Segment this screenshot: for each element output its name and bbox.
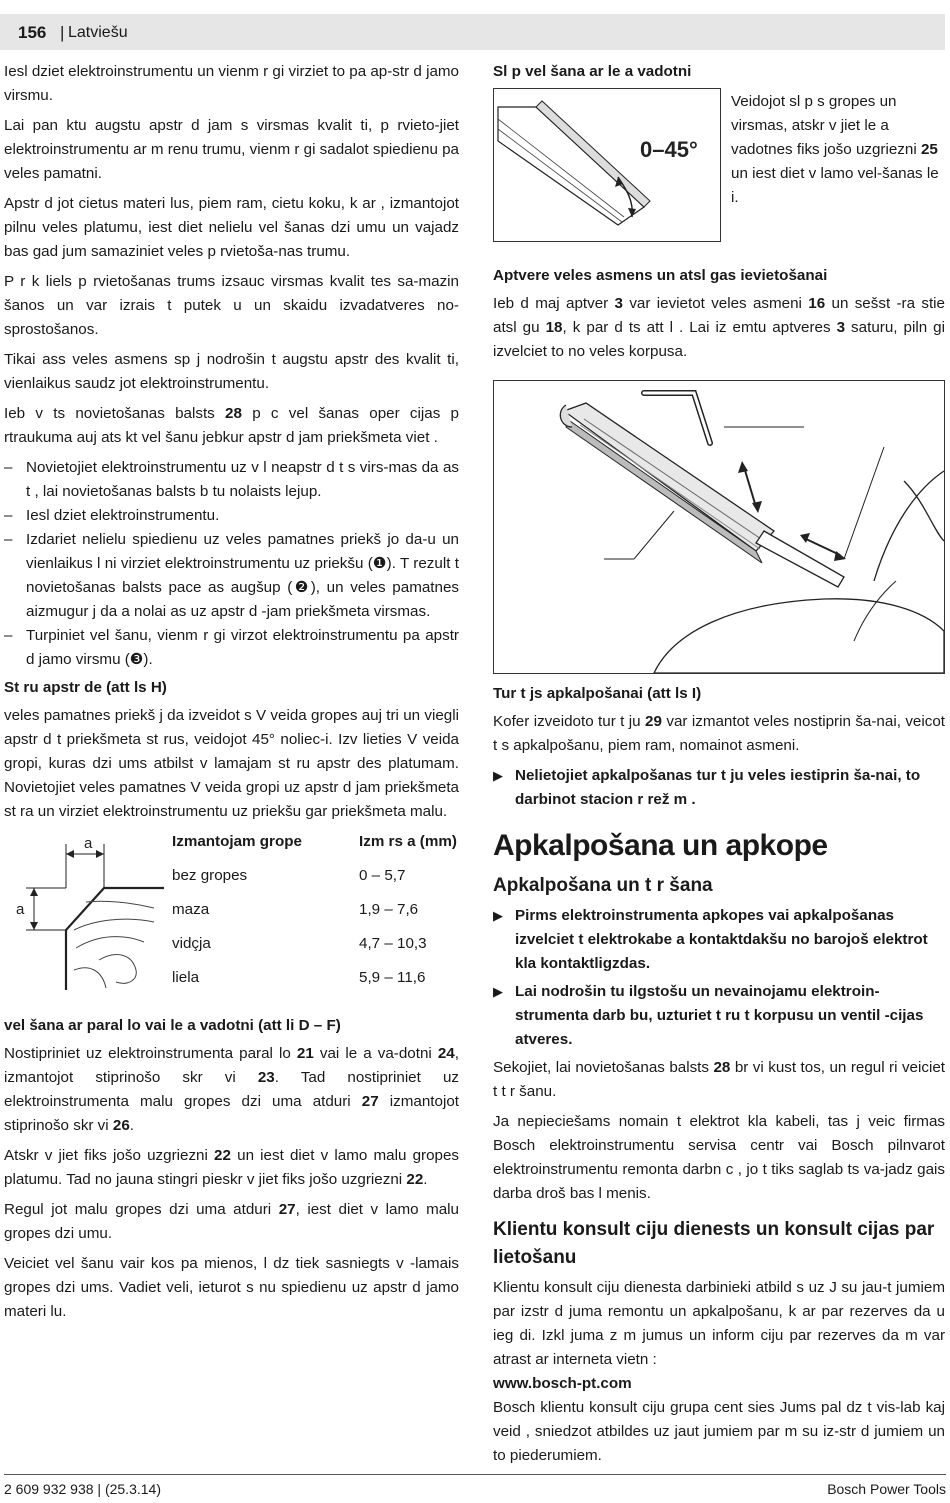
right-column [493,60,945,1474]
paragraph: Bosch klientu konsult ciju grupa cent sies Jums pal dz t vis-lab kaj veid , sniedzot atbildes uz jaut jumiem par m su iz-str d jumiem un to piederumiem. [493,1399,945,1464]
page-header [0,14,945,50]
left-column [4,60,459,1330]
paragraph: Kofer izveidoto tur t ju 29 var izmantot veles nostiprin ša-nai, veicot t s apkalpošanu, piem ram, nomainot asmeni. [493,713,946,754]
paragraph: Ja nepieciešams nomain t elektrot kla kabeli, tas j veic firmas Bosch elektroinstrumentu servisa centr vai Bosch pilnvarot elektroinstrumentu remonta darbn c , jo t tiks saglab ts va-jadz gais darba droš bas l menis. [493,1113,945,1202]
list-item: – Turpiniet vel šanu, vienm r gi virzot elektroinstrumentu pa apstr d jamo virsmu (❸). [4,624,459,672]
paragraph: Ieb d maj aptver 3 var ievietot veles asmeni 16 un sešst -ra stie atsl gu 18, k par d ts att l . Lai iz emtu aptveres 3 saturu, piln gi izvelciet to no veles korpusa. [493,295,946,360]
subsection-heading-care: Apkalpošana un t r šana [493,875,713,896]
warning-item: ▶ Pirms elektroinstrumenta apkopes vai apkalpošanas izvelciet t elektrokabe a kontaktdakšu no barojoš elektrot kla kontaktligzdas. [493,904,945,976]
figure-label-a: a [84,835,93,852]
header-language: Latviešu [68,24,128,41]
warning-list [493,764,945,812]
table-cell: 1,9 – 7,6 [359,901,419,918]
list-item: – Izdariet nelielu spiedienu uz veles pamatnes priekš jo da-u un vienlaikus l ni virziet elektroinstrumentu uz priekšu (❶). T rezult t novietošanas balsts pace as augšup (❷), un veles pamatnes aizmugur j da a nolai as uz apstr d -jam priekšmeta virsmas. [4,528,459,624]
blade-holder-illustration [494,381,944,673]
bevel-figure [493,88,721,242]
paragraph: veles pamatnes priekš j da izveidot s V veida gropes auj tri un viegli apstr d t priekšmeta st rus, veidojot 45° noliec-i. Izv lieties V veida gropi, kuras dzi ums atbilst v lamajam st ru apstr des platumam. Novietojiet veles pamatnes V veida gropi uz apstr d jam priekšmeta st ra un virziet elektroinstrumentu uz priekšu gar priekšmeta malu. [4,707,459,820]
bevel-guide-illustration [494,89,720,241]
table-cell: maza [172,901,210,918]
page-footer [4,1474,946,1497]
table-cell: liela [172,969,200,986]
footer-brand: Bosch Power Tools [827,1481,946,1497]
document-code: 2 609 932 938 | (25.3.14) [4,1481,161,1497]
list-item: – Iesl dziet elektroinstrumentu. [4,504,459,528]
website-link[interactable]: www.bosch-pt.com [493,1375,632,1392]
subsection-heading-service: Klientu konsult ciju dienests un konsult cijas par lietošanu [493,1219,935,1268]
paragraph: P r k liels p rvietošanas trums izsauc virsmas kvalit tes sa-mazin šanos un var izrais t putek u un skaidu izvadatveres no-sprostošanos. [4,273,459,338]
paragraph: Tikai ass veles asmens sp j nodrošin t augstu apstr des kvalit ti, vienlaikus saudz jot elektroinstrumentu. [4,351,459,392]
figure-label-a-vertical: a [16,901,25,918]
triangle-bullet-icon: ▶ [493,908,503,923]
steps-list [4,456,459,672]
paragraph: Atskr v jiet fiks jošo uzgriezni 22 un iest diet v lamo malu gropes platumu. Tad no jauna stingri pieskr v jiet fiks jošo uzgriezni 22. [4,1147,460,1188]
paragraph: Apstr d jot cietus materi lus, piem ram, cietu koku, k ar , izmantojot pilnu veles platumu, iest diet nelielu vel šanas dzi umu un vajadz bas gad jum samaziniet veles p rvietoša-nas trumu. [4,195,459,260]
section-heading-stand: Tur t js apkalpošanai (att ls I) [493,685,702,702]
triangle-bullet-icon: ▶ [493,984,503,999]
triangle-bullet-icon: ▶ [493,768,503,783]
chapter-heading: Apkalpošana un apkope [493,829,828,862]
paragraph: Veiciet vel šanu vair kos pa mienos, l dz tiek sasniegts v -lamais gropes dzi ums. Vadiet veli, ieturot s nu spiedienu uz apstr d jamo materi lu. [4,1255,459,1320]
header-separator: | [60,23,65,42]
warning-item: ▶ Lai nodrošin tu ilgstošu un nevainojamu elektroin-strumenta darb bu, uzturiet t ru t korpusu un ventil -cijas atveres. [493,980,945,1052]
groove-table [172,830,457,1000]
table-cell: 5,9 – 11,6 [359,969,426,986]
table-cell: 4,7 – 10,3 [359,935,427,952]
groove-figure-row [4,830,459,1000]
section-heading-key-holder: Aptvere veles asmens un atsl gas ievietošanai [493,267,828,284]
paragraph: Regul jot malu gropes dzi uma atduri 27, iest diet v lamo malu gropes dzi umu. [4,1201,459,1242]
table-cell: vidçja [172,935,211,952]
section-heading-parallel: vel šana ar paral lo vai le a vadotni (att li D – F) [4,1017,341,1034]
section-heading-bevel: Sl p vel šana ar le a vadotni [493,63,692,80]
paragraph: Ieb v ts novietošanas balsts 28 p c vel šanas oper cijas p rtraukuma auj ats kt vel šanu jebkur apstr d jam priekšmeta viet . [4,405,460,446]
page-number: 156 [18,23,47,42]
table-cell: bez gropes [172,867,248,884]
groove-figure [4,830,172,1000]
table-header: Izm rs a (mm) [359,833,457,850]
paragraph: Klientu konsult ciju dienesta darbinieki atbild s uz J su jau-t jumiem par izstr d juma remontu un apkalpošanu, k ar par rezerves da u ieg di. Izkl juma z m jumus un inform ciju par rezerves da m var atrast ar interneta vietn : [493,1279,945,1368]
blade-key-figure [493,380,945,674]
list-item: – Novietojiet elektroinstrumentu uz v l neapstr d t s virs-mas da as t , lai novietošanas balsts b tu nolaists lejup. [4,456,459,504]
table-row [172,966,457,1000]
table-row [172,898,457,932]
paragraph: Nostipriniet uz elektroinstrumenta paral lo 21 vai le a va-dotni 24, izmantojot stiprinošo skr vi 23. Tad nostipriniet uz elektroinstrumenta malu gropes dzi uma atduri 27 izmantojot stiprinošo skr vi 26. [4,1045,459,1134]
paragraph: Lai pan ktu augstu apstr d jam s virsmas kvalit ti, p rvieto-jiet elektroinstrumentu ar m renu trumu, vienm r gi sadalot spiedienu pa veles pamatni. [4,117,460,182]
section-heading-corners: St ru apstr de (att ls H) [4,679,167,696]
table-row [172,932,457,966]
paragraph: Veidojot sl p s gropes un virsmas, atskr v jiet le a vadotnes fiks jošo uzgriezni 25 un iest diet v lamo vel-šanas le i. [731,93,939,206]
paragraph: Iesl dziet elektroinstrumentu un vienm r gi virziet to pa ap-str d jamo virsmu. [4,63,459,104]
v-groove-illustration [4,830,164,995]
warning-list [493,904,945,1052]
table-row [172,864,457,898]
table-cell: 0 – 5,7 [359,867,406,884]
table-header: Izmantojam grope [172,833,302,850]
angle-label: 0–45° [640,137,698,162]
warning-item: ▶ Nelietojiet apkalpošanas tur t ju veles iestiprin ša-nai, to darbinot stacion r rež m . [493,764,945,812]
paragraph: Sekojiet, lai novietošanas balsts 28 br vi kust tos, un regul ri veiciet t t r šanu. [493,1059,945,1100]
bevel-row [493,88,945,242]
